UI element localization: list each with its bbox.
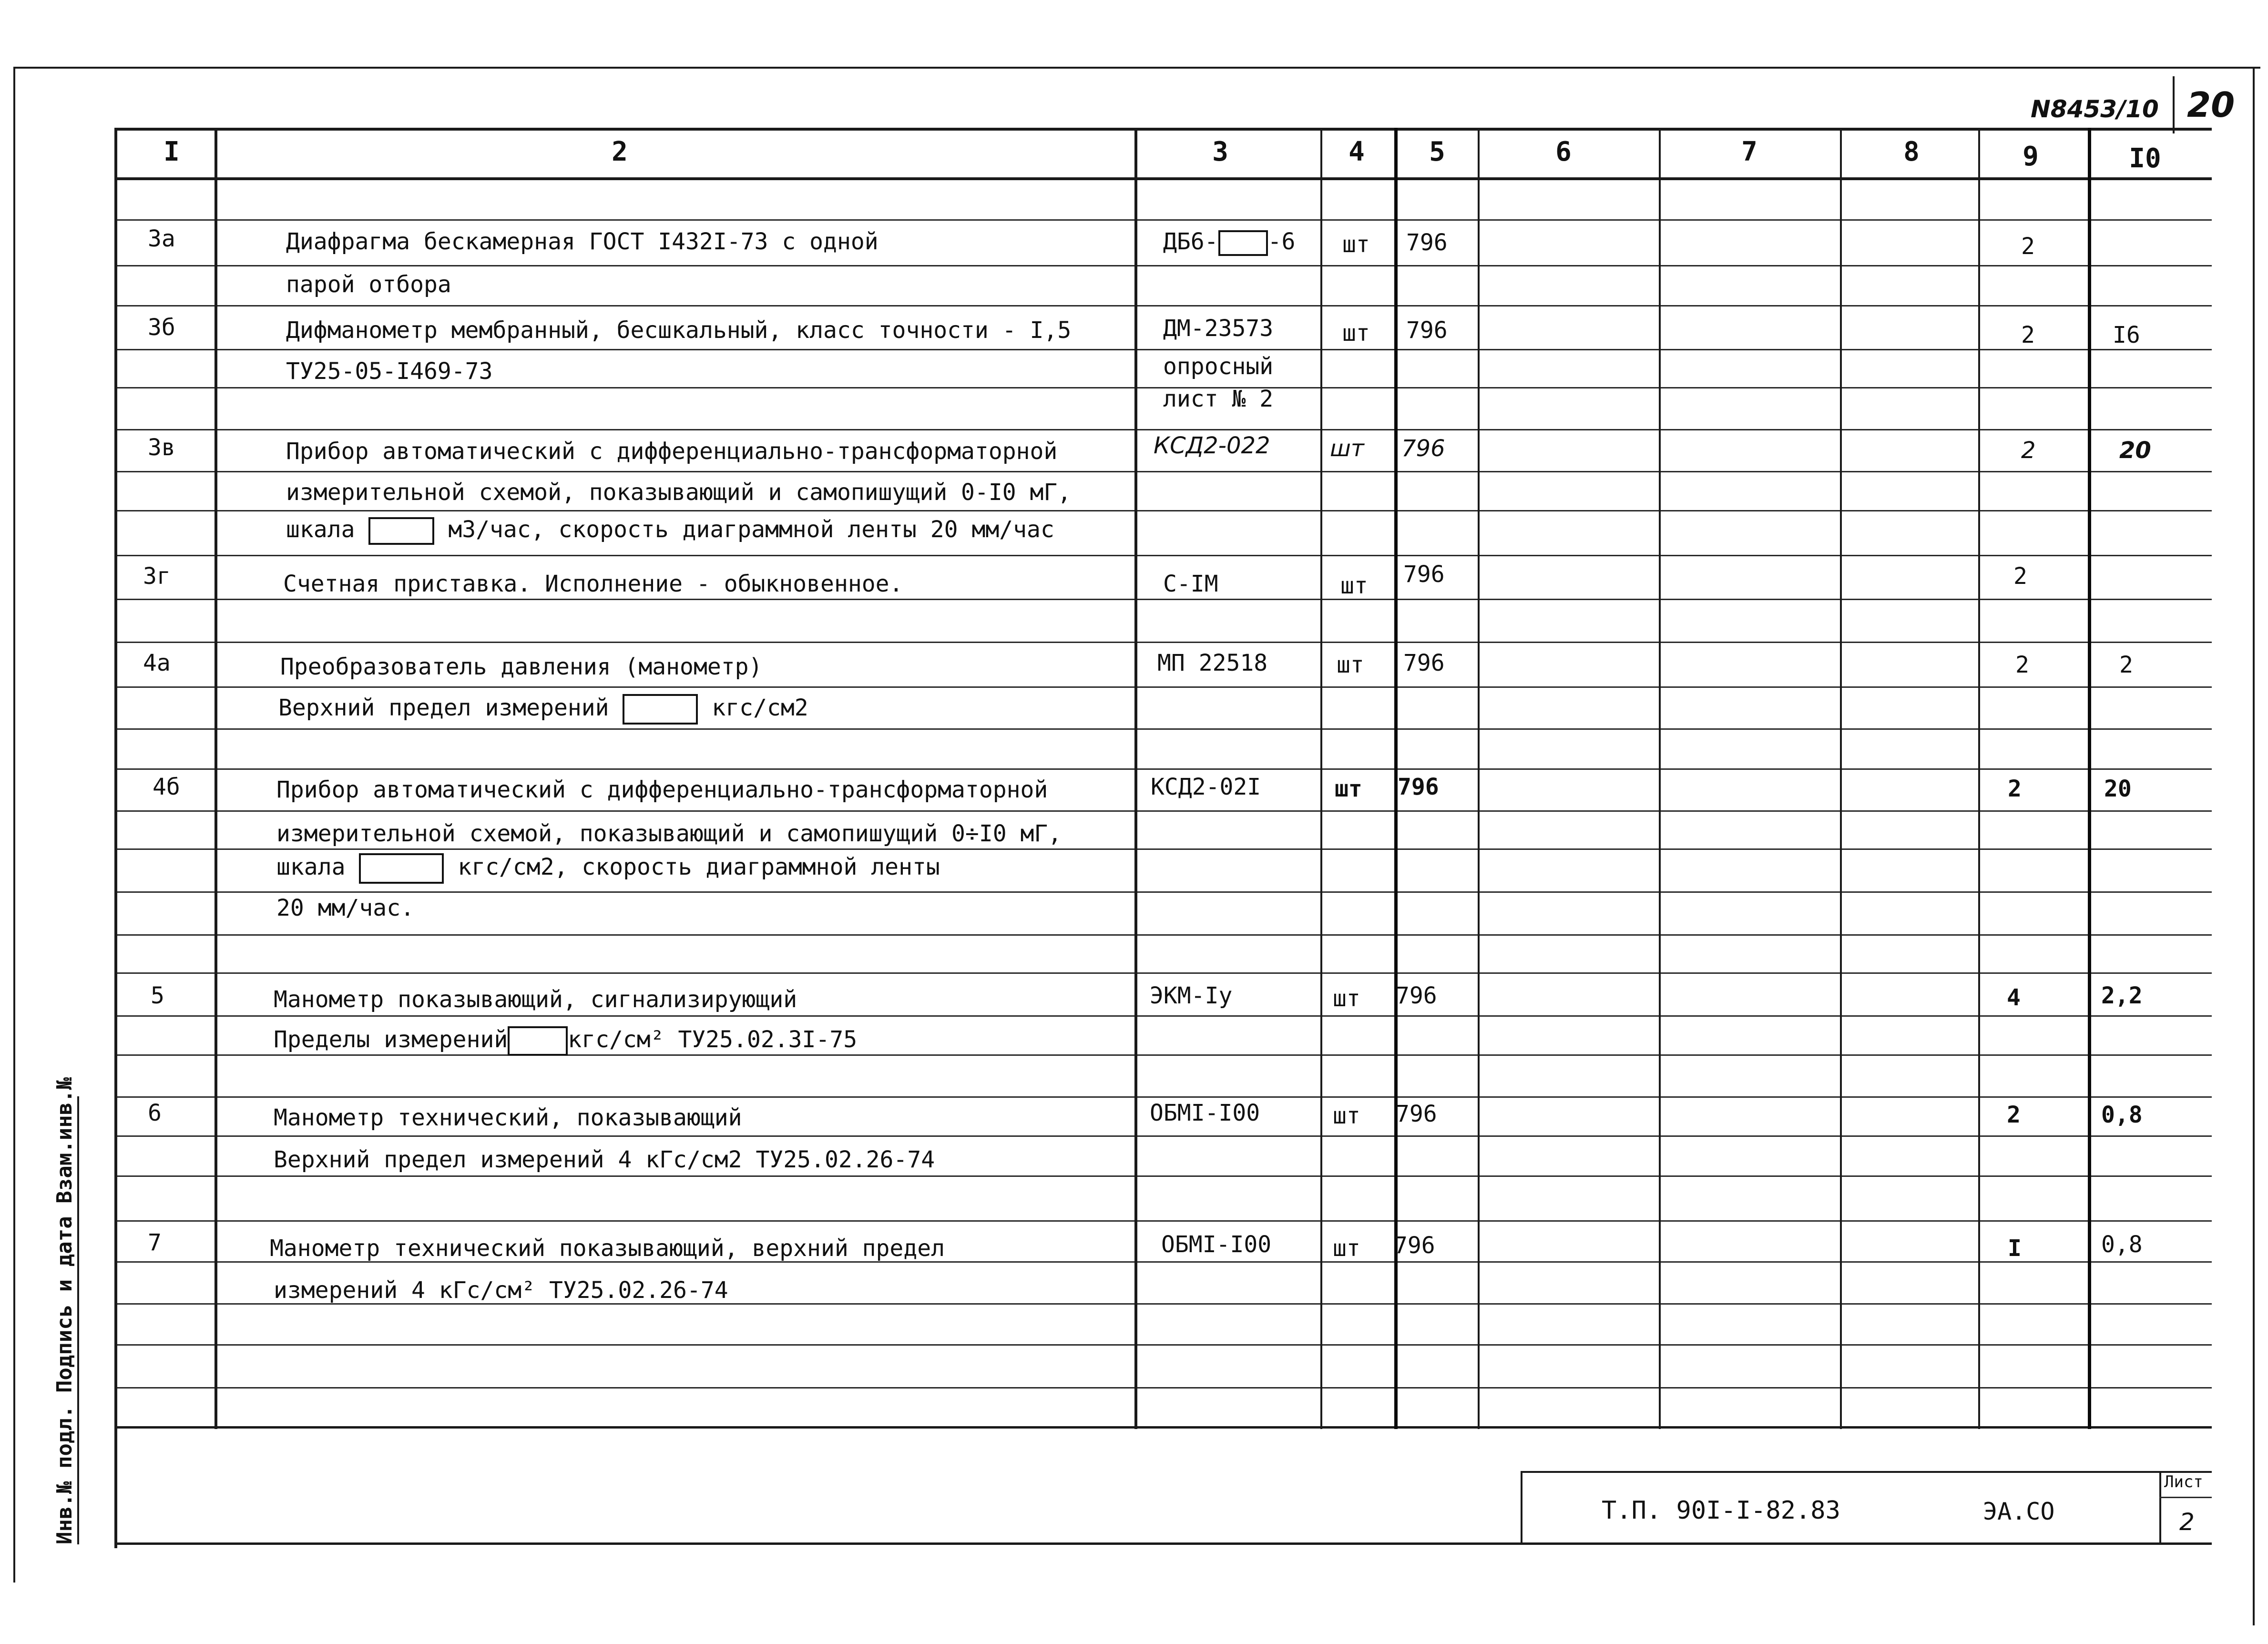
row-code: 796 — [1396, 982, 1437, 1009]
row-line — [114, 768, 2212, 770]
row-line — [114, 728, 2212, 730]
row-description: Пределы измерений кгс/см² ТУ25.02.3I-75 — [274, 1026, 857, 1056]
col-line-1 — [215, 128, 217, 1429]
row-description: измерительной схемой, показывающий и самопишущий 0-I0 мГ, — [286, 479, 1072, 506]
col-line-0 — [114, 128, 117, 1548]
row-type: МП 22518 — [1157, 650, 1268, 676]
row-unit: шт — [1335, 776, 1362, 802]
row-line — [114, 1344, 2212, 1346]
col-header-4: 4 — [1349, 136, 1365, 167]
row-description: Прибор автоматический с дифференциально-трансформаторной — [276, 776, 1048, 803]
type-suffix: -6 — [1267, 228, 1296, 255]
row-line — [114, 1015, 2212, 1017]
row-type: КСД2-02I — [1151, 774, 1261, 800]
row-unit: шт — [1333, 985, 1360, 1012]
row-mass: 0,8 — [2101, 1231, 2143, 1258]
row-code: 796 — [1401, 435, 1445, 462]
header-bottom — [114, 177, 2212, 180]
title-block-sheet-mid — [2159, 1497, 2212, 1498]
row-line — [114, 471, 2212, 472]
title-block-left — [1521, 1471, 1522, 1543]
row-code: 796 — [1398, 774, 1439, 800]
col-header-3: 3 — [1212, 136, 1228, 167]
row-code: 796 — [1396, 1101, 1437, 1127]
row-description: Счетная приставка. Исполнение - обыкновенное. — [283, 571, 903, 597]
row-position: 6 — [148, 1100, 162, 1126]
row-position: 3a — [148, 225, 175, 252]
row-code: 796 — [1403, 650, 1445, 676]
blank-field — [1218, 230, 1268, 256]
blank-field — [359, 853, 444, 884]
col-line-2 — [1134, 128, 1137, 1429]
row-code: 796 — [1406, 317, 1448, 344]
row-description: 20 мм/час. — [276, 895, 414, 921]
row-description: парой отбора — [286, 271, 451, 298]
row-line — [114, 1175, 2212, 1177]
row-type: ЭКМ-Iу — [1150, 982, 1233, 1009]
row-description: ТУ25-05-I469-73 — [286, 358, 493, 385]
sheet-number: 20 — [2187, 85, 2235, 125]
frame-right-line — [2253, 67, 2255, 1625]
row-line — [114, 555, 2212, 556]
row-mass: 2,2 — [2101, 982, 2143, 1009]
row-line — [114, 1096, 2212, 1098]
title-block-top — [1521, 1471, 2212, 1473]
row-position: 3б — [148, 314, 175, 341]
blank-field — [368, 517, 434, 545]
row-line — [114, 848, 2212, 850]
row-type: С-IМ — [1163, 571, 1218, 597]
row-line — [114, 642, 2212, 643]
row-code: 796 — [1394, 1232, 1435, 1259]
row-mass: 20 — [2119, 437, 2151, 464]
col-header-7: 7 — [1741, 136, 1757, 167]
row-mass: 20 — [2104, 776, 2132, 802]
row-line — [114, 972, 2212, 974]
row-quantity: 2 — [2008, 776, 2022, 802]
row-mass: 2 — [2119, 652, 2133, 678]
row-position: 3г — [143, 563, 171, 590]
blank-field — [623, 694, 698, 725]
frame-left-line — [13, 67, 15, 1583]
row-type — [1163, 228, 1295, 256]
col-header-1: I — [163, 136, 180, 167]
title-block-sheet-divider — [2159, 1471, 2161, 1543]
col-header-8: 8 — [1903, 136, 1920, 167]
row-mass: 0,8 — [2101, 1102, 2143, 1128]
row-unit: шт — [1333, 1103, 1360, 1129]
row-description: измерительной схемой, показывающий и самопишущий 0÷I0 мГ, — [276, 820, 1062, 847]
row-description: измерений 4 кГс/см² ТУ25.02.26-74 — [274, 1277, 728, 1304]
row-description: Верхний предел измерений кгс/см2 — [278, 694, 808, 725]
row-line — [114, 265, 2212, 266]
row-line — [114, 1220, 2212, 1222]
frame-top-line — [14, 67, 2260, 69]
row-quantity: 2 — [2021, 437, 2036, 464]
col-line-9 — [2088, 128, 2091, 1429]
row-line — [114, 934, 2212, 936]
row-description: Дифманометр мембранный, бесшкальный, класс точности - I,5 — [286, 317, 1072, 344]
margin-stamp-line — [77, 1096, 79, 1544]
col-header-5: 5 — [1429, 136, 1445, 167]
row-quantity: 2 — [2007, 1102, 2021, 1128]
row-code: 796 — [1403, 561, 1445, 588]
row-type: лист № 2 — [1163, 386, 1274, 412]
row-quantity: I — [2008, 1235, 2022, 1262]
row-type: ОБМI-I00 — [1161, 1231, 1272, 1258]
row-description: Прибор автоматический с дифференциально-трансформаторной — [286, 438, 1058, 465]
row-description: Диафрагма бескамерная ГОСТ I432I-73 с одной — [286, 228, 879, 255]
col-line-3 — [1320, 128, 1322, 1429]
col-line-6 — [1659, 128, 1661, 1429]
sheet-label: Лист — [2164, 1472, 2203, 1491]
row-line — [114, 810, 2212, 812]
row-description: шкала м3/час, скорость диаграммной ленты 20 мм/час — [286, 516, 1054, 545]
row-mass: I6 — [2113, 322, 2140, 348]
table-bottom — [114, 1426, 2212, 1429]
row-quantity: 4 — [2007, 984, 2021, 1011]
row-quantity: 2 — [2015, 652, 2029, 678]
row-position: 4б — [153, 774, 180, 800]
project-code: Т.П. 90I-I-82.83 — [1602, 1496, 1840, 1525]
table-top — [114, 128, 2212, 131]
blank-field — [508, 1026, 568, 1056]
col-line-7 — [1840, 128, 1842, 1429]
type-prefix: ДБ6- — [1163, 228, 1218, 255]
col-line-5 — [1478, 128, 1480, 1429]
row-line — [114, 305, 2212, 306]
row-description: Манометр показывающий, сигнализирующий — [274, 986, 797, 1013]
sheet-value: 2 — [2179, 1508, 2195, 1536]
row-line — [114, 891, 2212, 893]
row-description: Манометр технический показывающий, верхний предел — [270, 1235, 945, 1262]
row-line — [114, 1387, 2212, 1389]
margin-stamp: Инв.№ подл. Подпись и дата Взам.инв.№ — [52, 1077, 77, 1544]
row-description: Верхний предел измерений 4 кГс/см2 ТУ25.02.26-74 — [274, 1146, 935, 1173]
doc-number: N8453/10 — [2031, 95, 2159, 123]
row-line — [114, 349, 2212, 350]
row-code: 796 — [1406, 229, 1448, 256]
row-position: 3в — [148, 434, 175, 461]
row-type: КСД2-022 — [1154, 432, 1270, 459]
row-description: шкала кгс/см2, скорость диаграммной ленты — [276, 853, 940, 884]
row-type: ДМ-23573 — [1163, 315, 1274, 342]
sheet-box-left — [2173, 76, 2175, 133]
row-type: ОБМI-I00 — [1150, 1100, 1260, 1126]
row-quantity: 2 — [2021, 322, 2035, 348]
row-type: опросный — [1163, 353, 1274, 380]
row-position: 5 — [151, 982, 164, 1009]
row-description: Преобразователь давления (манометр) — [280, 654, 763, 680]
row-quantity: 2 — [2013, 563, 2027, 590]
col-header-10: I0 — [2129, 143, 2161, 174]
row-unit: шт — [1340, 572, 1368, 599]
row-line — [114, 1135, 2212, 1137]
page-bottom-line — [114, 1542, 2212, 1545]
row-unit: шт — [1337, 652, 1364, 678]
row-unit: шт — [1342, 231, 1370, 258]
document-mark: ЭА.СО — [1983, 1498, 2055, 1525]
col-line-8 — [1978, 128, 1980, 1429]
col-header-2: 2 — [612, 136, 628, 167]
row-line — [114, 510, 2212, 511]
row-line — [114, 599, 2212, 600]
row-line — [114, 429, 2212, 430]
row-unit: шт — [1333, 1235, 1360, 1262]
col-header-9: 9 — [2023, 141, 2039, 172]
row-position: 4а — [143, 650, 171, 676]
row-line — [114, 219, 2212, 221]
row-description: Манометр технический, показывающий — [274, 1104, 742, 1131]
row-unit: шт — [1342, 320, 1370, 347]
row-position: 7 — [148, 1229, 162, 1256]
row-line — [114, 686, 2212, 688]
col-header-6: 6 — [1555, 136, 1572, 167]
row-quantity: 2 — [2021, 233, 2035, 260]
row-unit: шт — [1330, 435, 1364, 462]
